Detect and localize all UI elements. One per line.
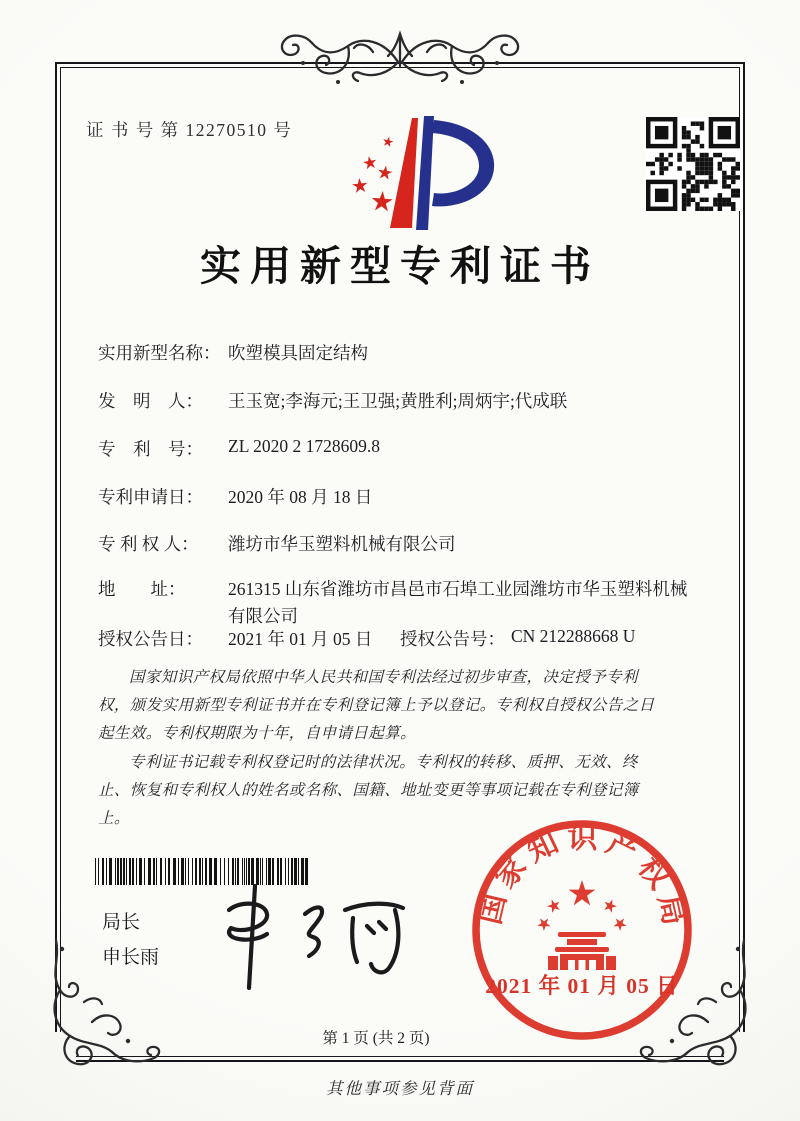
seal-national-emblem	[535, 880, 630, 970]
logo-red-wedge	[390, 118, 418, 228]
logo-blue-bar	[416, 116, 434, 230]
qr-finder-bottom-left	[646, 180, 677, 211]
field-row-address	[98, 576, 700, 630]
logo-stars	[352, 136, 395, 212]
field-row-inventors	[98, 388, 567, 413]
legal-paragraph-1: 国家知识产权局依照中华人民共和国专利法经过初步审查，决定授予专利权，颁发实用新型专利证书并在专利登记簿上予以登记。专利权自授权公告之日起生效。专利权期限为十年，自申请日起算。	[98, 669, 655, 743]
qr-code	[646, 117, 740, 211]
director-name-label: 申长雨	[102, 947, 160, 968]
top-center-flourish-ornament	[270, 22, 530, 106]
page-indicator: 第 1 页 (共 2 页)	[322, 1030, 430, 1047]
field-label: 地 址：	[98, 579, 186, 599]
field-value: 王玉宽;李海元;王卫强;黄胜利;周炳宇;代成联	[228, 391, 568, 411]
field-row-patent-number	[98, 436, 380, 461]
field-value: 吹塑模具固定结构	[228, 343, 368, 363]
field-value: ZL 2020 2 1728609.8	[228, 436, 380, 456]
back-side-note: 其他事项参见背面	[326, 1079, 474, 1098]
seal-date: 2021 年 01 月 05 日	[485, 974, 679, 998]
cnipa-logo	[338, 106, 510, 238]
field-label: 发 明 人：	[98, 391, 203, 411]
field-value: 2020 年 08 月 18 日	[228, 487, 373, 507]
field-row-grant-date	[98, 626, 372, 651]
field-row-patentee	[98, 531, 456, 556]
field-value: 2021 年 01 月 05 日	[228, 629, 373, 649]
field-value: 261315 山东省潍坊市昌邑市石埠工业园潍坊市华玉塑料机械有限公司	[228, 579, 688, 627]
field-row-utility-model-name	[98, 340, 368, 365]
field-row-application-date	[98, 484, 372, 509]
field-row-grant-number	[400, 626, 635, 651]
legal-paragraph-2: 专利证书记载专利权登记时的法律状况。专利权的转移、质押、无效、终止、恢复和专利权人的姓名或名称、国籍、地址变更等事项记载在专利登记簿上。	[98, 753, 639, 828]
field-label: 实用新型名称：	[98, 343, 221, 363]
director-title-label: 局长	[102, 912, 141, 933]
field-label: 专利申请日：	[98, 487, 203, 507]
field-label: 授权公告日：	[98, 629, 203, 649]
field-label: 专 利 号：	[98, 439, 203, 459]
qr-finder-top-left	[646, 117, 677, 148]
director-handwritten-signature	[213, 880, 423, 995]
legal-text-block	[98, 664, 660, 833]
field-label: 专 利 权 人：	[98, 534, 199, 554]
logo-blue-p-bowl	[432, 120, 494, 206]
official-red-seal	[461, 809, 703, 1051]
field-value: 潍坊市华玉塑料机械有限公司	[228, 534, 456, 554]
seal-agency-arc-text: 国家知识产权局	[473, 821, 691, 929]
certificate-title: 实用新型专利证书	[200, 243, 600, 289]
certificate-number: 证 书 号 第 12270510 号	[86, 120, 293, 140]
field-label: 授权公告号：	[400, 629, 505, 649]
field-value: CN 212288668 U	[511, 626, 636, 646]
qr-finder-top-right	[709, 117, 740, 148]
